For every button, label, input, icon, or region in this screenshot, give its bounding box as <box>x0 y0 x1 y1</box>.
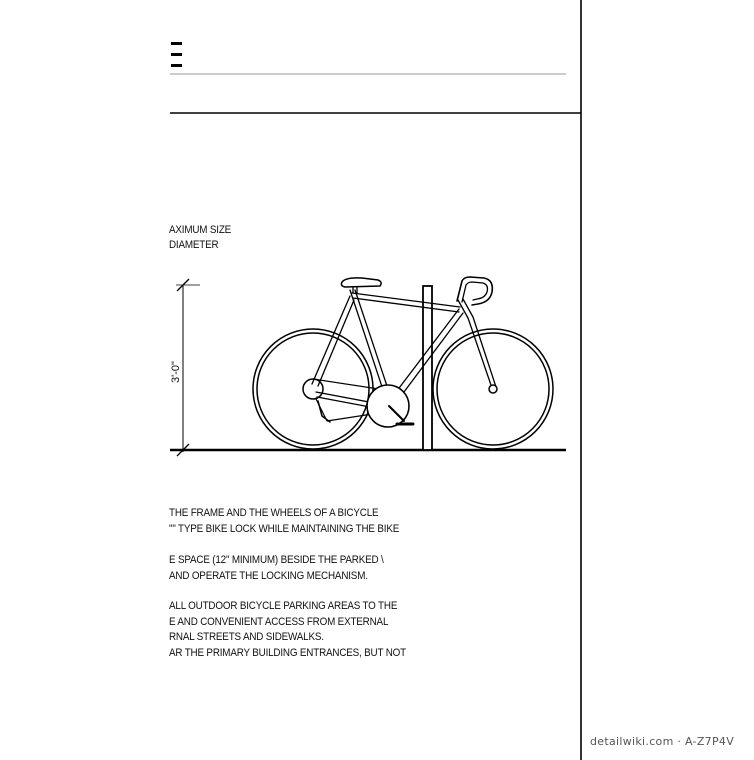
size-label-line2: DIAMETER <box>169 239 219 251</box>
note-3-line-3: RNAL STREETS AND SIDEWALKS. <box>169 631 324 643</box>
note-1-line-1: THE FRAME AND THE WHEELS OF A BICYCLE <box>169 507 379 519</box>
note-3-line-2: E AND CONVENIENT ACCESS FROM EXTERNAL <box>169 616 389 628</box>
note-3-line-4: AR THE PRIMARY BUILDING ENTRANCES, BUT NOT <box>169 647 406 659</box>
note-3-line-1: ALL OUTDOOR BICYCLE PARKING AREAS TO THE <box>169 600 398 612</box>
note-1-line-2: "" TYPE BIKE LOCK WHILE MAINTAINING THE BIKE <box>169 523 400 535</box>
frame <box>312 283 496 410</box>
saddle <box>341 278 381 287</box>
bike-rack-post <box>423 286 432 450</box>
note-2-line-2: AND OPERATE THE LOCKING MECHANISM. <box>169 570 368 582</box>
bicycle <box>253 277 553 449</box>
watermark: detailwiki.com · A-Z7P4V <box>590 735 735 748</box>
note-2-line-1: E SPACE (12" MINIMUM) BESIDE THE PARKED \ <box>169 554 384 566</box>
height-dimension-label: 3'-0" <box>170 361 182 383</box>
front-hub <box>489 385 497 393</box>
size-label-line1: AXIMUM SIZE <box>169 224 232 236</box>
title-fragment-glyph <box>171 42 182 67</box>
